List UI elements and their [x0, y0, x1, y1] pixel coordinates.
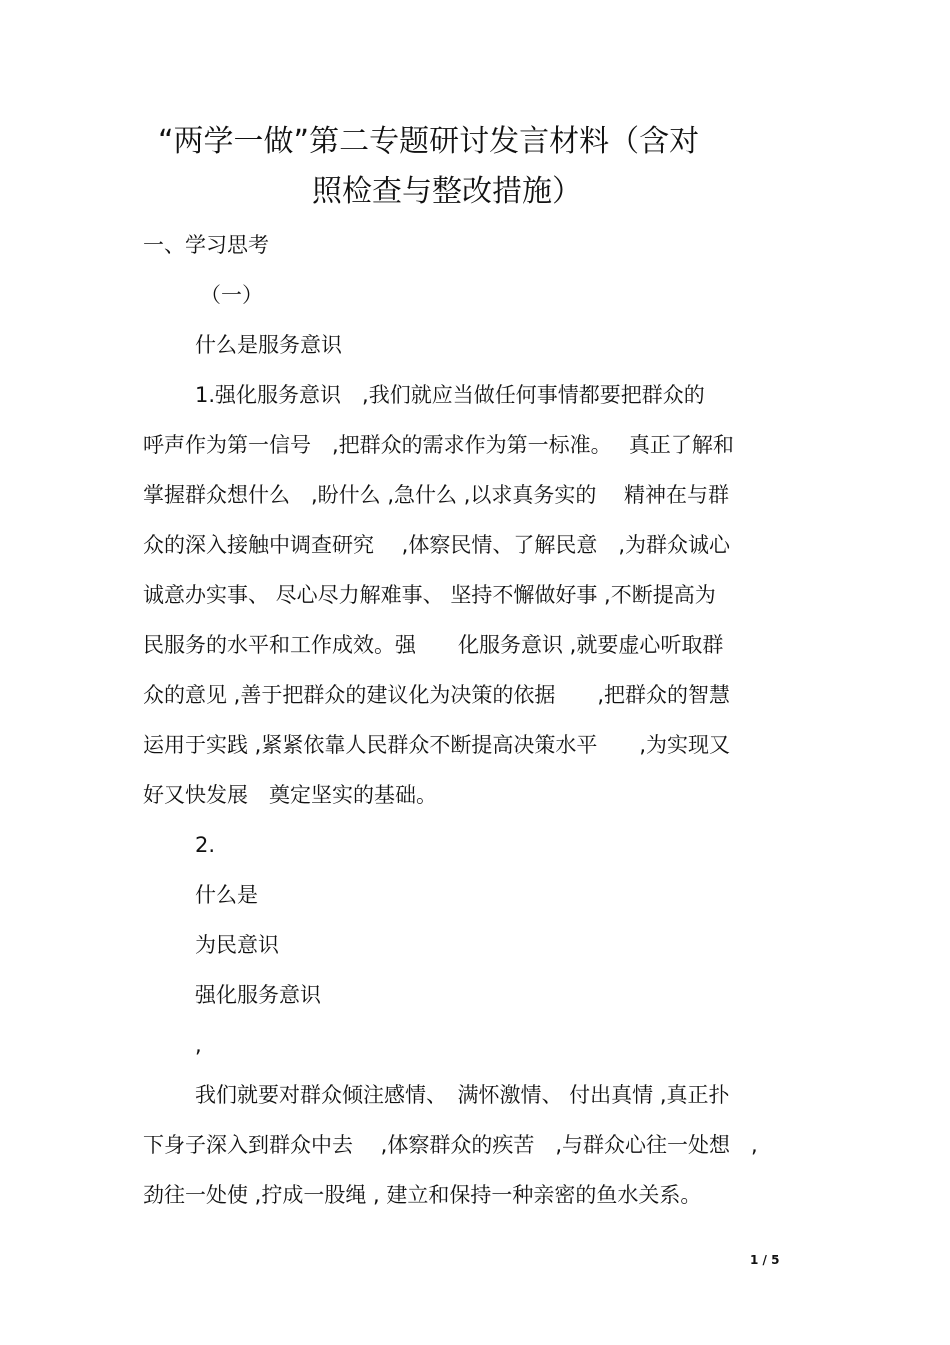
item-number: 2. [195, 833, 216, 857]
paragraph-line: 呼声作为第一信号 ,把群众的需求作为第一标准。 真正了解和 [143, 433, 734, 457]
item-line: , [195, 1033, 202, 1057]
paragraph-line: 下身子深入到群众中去 ,体察群众的疾苦 ,与群众心往一处想 , [143, 1133, 758, 1157]
paragraph-line: 运用于实践 ,紧紧依靠人民群众不断提高决策水平 ,为实现又 [143, 733, 731, 757]
paragraph-line: 好又快发展 奠定坚实的基础。 [143, 783, 437, 807]
paragraph-line: 掌握群众想什么 ,盼什么 ,急什么 ,以求真务实的 精神在与群 [143, 483, 730, 507]
paragraph-line: 众的意见 ,善于把群众的建议化为决策的依据 ,把群众的智慧 [143, 683, 731, 707]
paragraph-line: 1.强化服务意识 ,我们就应当做任何事情都要把群众的 [195, 383, 705, 407]
item-line: 什么是 [195, 883, 258, 907]
document-title-line-1: “两学一做”第二专题研讨发言材料（含对 [158, 124, 700, 159]
sub-heading: （一） [200, 283, 263, 307]
paragraph-line: 众的深入接触中调查研究 ,体察民情、了解民意 ,为群众诚心 [143, 533, 731, 557]
item-line: 强化服务意识 [195, 983, 321, 1007]
document-title-line-2: 照检查与整改措施） [312, 174, 582, 209]
paragraph-line: 民服务的水平和工作成效。强 化服务意识 ,就要虚心听取群 [143, 633, 724, 657]
page-number: 1 / 5 [750, 1253, 780, 1267]
item-heading: 什么是服务意识 [195, 333, 342, 357]
section-heading: 一、学习思考 [143, 233, 269, 257]
paragraph-line: 诚意办实事、 尽心尽力解难事、 坚持不懈做好事 ,不断提高为 [143, 583, 716, 607]
paragraph-line: 劲往一处使 ,拧成一股绳 , 建立和保持一种亲密的鱼水关系。 [143, 1183, 702, 1207]
item-line: 为民意识 [195, 933, 279, 957]
paragraph-line: 我们就要对群众倾注感情、 满怀激情、 付出真情 ,真正扑 [195, 1083, 730, 1107]
